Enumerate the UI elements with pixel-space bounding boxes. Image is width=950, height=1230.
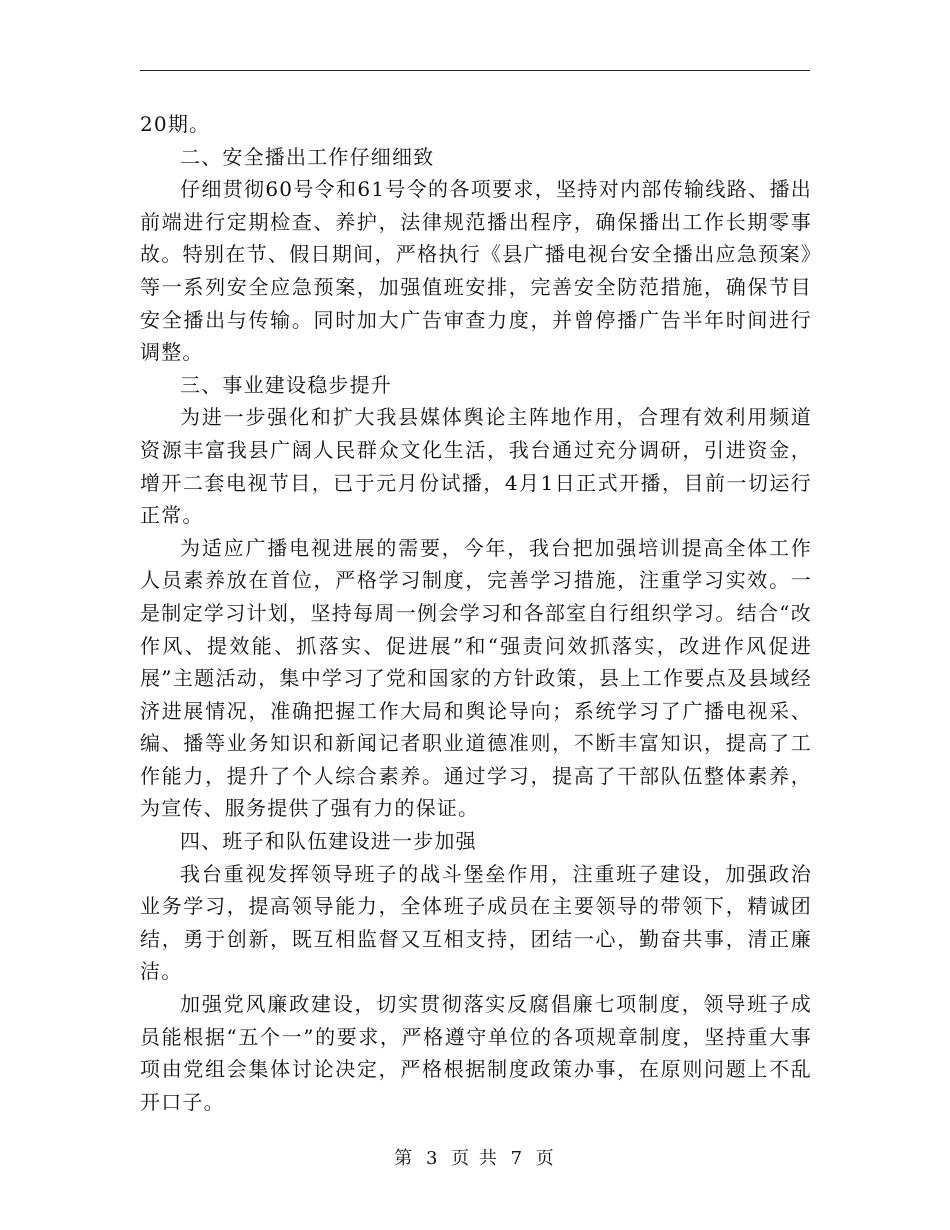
page-footer [0, 1144, 950, 1170]
document-body [140, 108, 812, 1118]
paragraph-continuation: 20期。 [140, 112, 211, 136]
total-page-count: 7 [510, 1148, 525, 1169]
footer-middle: 页 共 [451, 1148, 499, 1169]
paragraph-second-channel: 为进一步强化和扩大我县媒体舆论主阵地作用，合理有效利用频道资源丰富我县广阔人民群众文化生活，我台通过充分调研，引进资金，增开二套电视节目，已于元月份试播，4月1日正式开播，目前一切运行正常。 [140, 405, 812, 528]
footer-prefix: 第 [394, 1148, 415, 1169]
section-heading-team-building: 四、班子和队伍建设进一步加强 [180, 829, 477, 854]
current-page-number: 3 [425, 1148, 440, 1169]
footer-suffix: 页 [535, 1148, 556, 1169]
paragraph-integrity: 加强党风廉政建设，切实贯彻落实反腐倡廉七项制度，领导班子成员能根据“五个一”的要求，严格遵守单位的各项规章制度，坚持重大事项由党组会集体讨论决定，严格根据制度政策办事，在原则问题上不乱开口子。 [140, 992, 812, 1114]
paragraph-safe-broadcast: 仔细贯彻60号令和61号令的各项要求，坚持对内部传输线路、播出前端进行定期检查、养护，法律规范播出程序，确保播出工作长期零事故。特别在节、假日期间，严格执行《县广播电视台安全播出应急预案》等一系列安全应急预案，加强值班安排，完善安全防范措施，确保节目安全播出与传输。同时加大广告审查力度，并曾停播广告半年时间进行调整。 [140, 177, 812, 365]
section-heading-career-building: 三、事业建设稳步提升 [180, 372, 392, 397]
paragraph-leadership: 我台重视发挥领导班子的战斗堡垒作用，注重班子建设，加强政治业务学习，提高领导能力，全体班子成员在主要领导的带领下，精诚团结，勇于创新，既互相监督又互相支持，团结一心，勤奋共事，清正廉洁。 [140, 861, 812, 984]
header-rule [140, 70, 810, 71]
section-heading-safe-broadcast: 二、安全播出工作仔细细致 [180, 144, 435, 169]
paragraph-training: 为适应广播电视进展的需要，今年，我台把加强培训提高全体工作人员素养放在首位，严格学习制度，完善学习措施，注重学习实效。一是制定学习计划，坚持每周一例会学习和各部室自行组织学习。结合“改作风、提效能、抓落实、促进展”和“强责问效抓落实，改进作风促进展”主题活动，集中学习了党和国家的方针政策，县上工作要点及县域经济进展情况，准确把握工作大局和舆论导向；系统学习了广播电视采、编、播等业务知识和新闻记者职业道德准则，不断丰富知识，提高了工作能力，提升了个人综合素养。通过学习，提高了干部队伍整体素养，为宣传、服务提供了强有力的保证。 [140, 535, 812, 821]
